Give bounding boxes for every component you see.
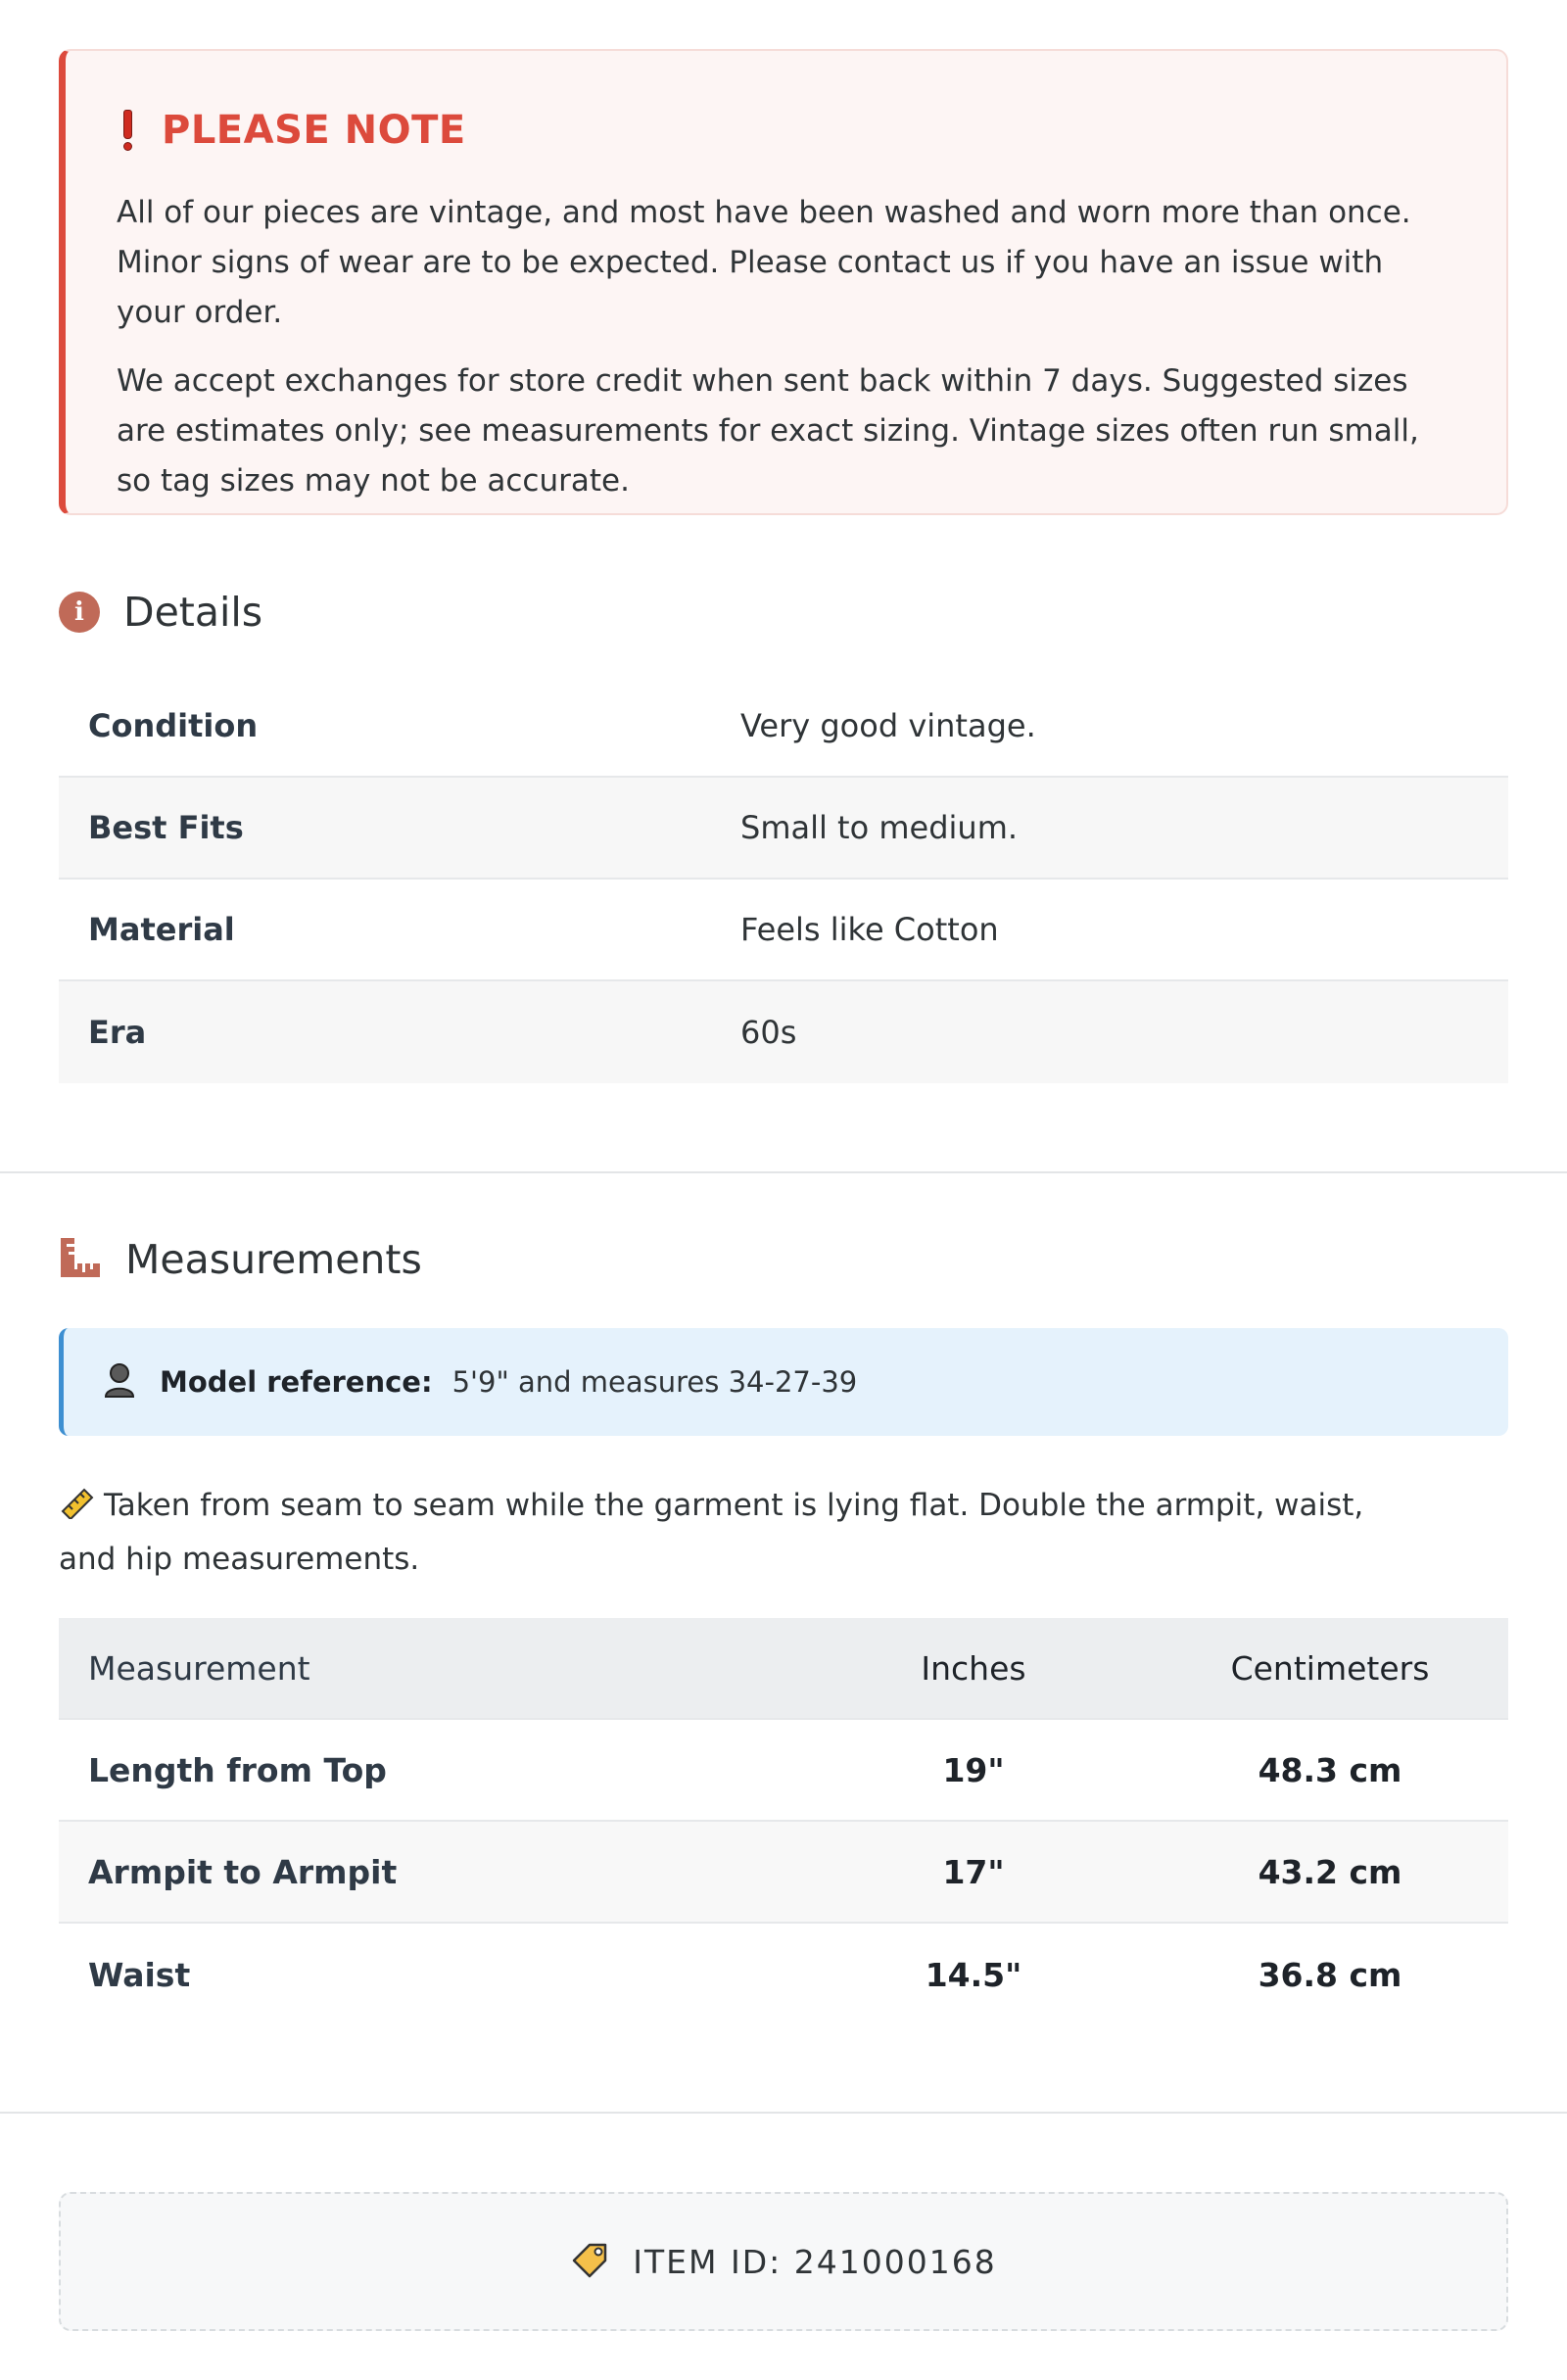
measurement-inches: 14.5"	[925, 1955, 1022, 1994]
details-key: Material	[88, 911, 235, 948]
notice-paragraph-1: All of our pieces are vintage, and most have been washed and worn more than once. Minor signs of wear are to be expected. Please contact us if you have an issue with your order.	[117, 195, 1411, 330]
details-row	[59, 981, 1508, 1083]
details-key: Best Fits	[88, 809, 244, 846]
details-heading	[59, 589, 262, 636]
details-value: Feels like Cotton	[740, 911, 999, 948]
model-reference-label: Model reference:	[160, 1365, 433, 1399]
details-table	[59, 676, 1508, 1083]
person-icon	[103, 1361, 136, 1403]
column-header: Centimeters	[1230, 1648, 1430, 1688]
column-header: Measurement	[88, 1648, 310, 1688]
measurement-note	[59, 1481, 1430, 1585]
details-row	[59, 676, 1508, 778]
notice-box	[59, 49, 1508, 515]
measurement-cm: 48.3 cm	[1258, 1750, 1402, 1789]
notice-header	[117, 108, 1457, 153]
pencil-icon	[59, 1485, 96, 1535]
ruler-icon	[59, 1236, 102, 1283]
measurement-name: Length from Top	[88, 1750, 387, 1789]
column-header: Inches	[921, 1648, 1026, 1688]
model-reference-value: 5'9" and measures 34-27-39	[451, 1365, 858, 1399]
item-id-text: ITEM ID: 241000168	[633, 2242, 997, 2281]
section-divider	[0, 2112, 1567, 2114]
exclamation-icon	[120, 110, 134, 151]
measurement-cm: 36.8 cm	[1258, 1955, 1402, 1994]
details-value: Very good vintage.	[740, 707, 1036, 744]
measurement-inches: 17"	[942, 1852, 1005, 1891]
details-value: Small to medium.	[740, 809, 1019, 846]
info-icon: i	[59, 592, 100, 633]
tag-icon	[570, 2239, 611, 2284]
details-row	[59, 880, 1508, 981]
measurement-name: Waist	[88, 1955, 191, 1994]
measurements-table	[59, 1618, 1508, 2025]
details-value: 60s	[740, 1014, 797, 1051]
measurement-cm: 43.2 cm	[1258, 1852, 1402, 1891]
details-key: Condition	[88, 707, 259, 744]
table-row	[59, 1720, 1508, 1822]
measurements-heading	[59, 1236, 422, 1283]
measurement-note-text: Taken from seam to seam while the garment is lying flat. Double the armpit, waist, and hip measurements.	[59, 1488, 1364, 1577]
measurement-name: Armpit to Armpit	[88, 1852, 398, 1891]
table-header-row	[59, 1618, 1508, 1720]
table-row	[59, 1822, 1508, 1924]
notice-title: PLEASE NOTE	[162, 108, 466, 153]
notice-paragraph-2: We accept exchanges for store credit when sent back within 7 days. Suggested sizes are estimates only; see measurements for exact sizing. Vintage sizes often run small, so tag sizes may not be accurate.	[117, 363, 1419, 499]
measurements-heading-label: Measurements	[125, 1236, 422, 1283]
section-divider	[0, 1171, 1567, 1173]
model-reference	[59, 1328, 1508, 1436]
details-row	[59, 778, 1508, 880]
details-heading-label: Details	[123, 589, 263, 636]
measurement-inches: 19"	[942, 1750, 1005, 1789]
item-id-box	[59, 2192, 1508, 2331]
details-key: Era	[88, 1014, 147, 1051]
table-row	[59, 1924, 1508, 2025]
